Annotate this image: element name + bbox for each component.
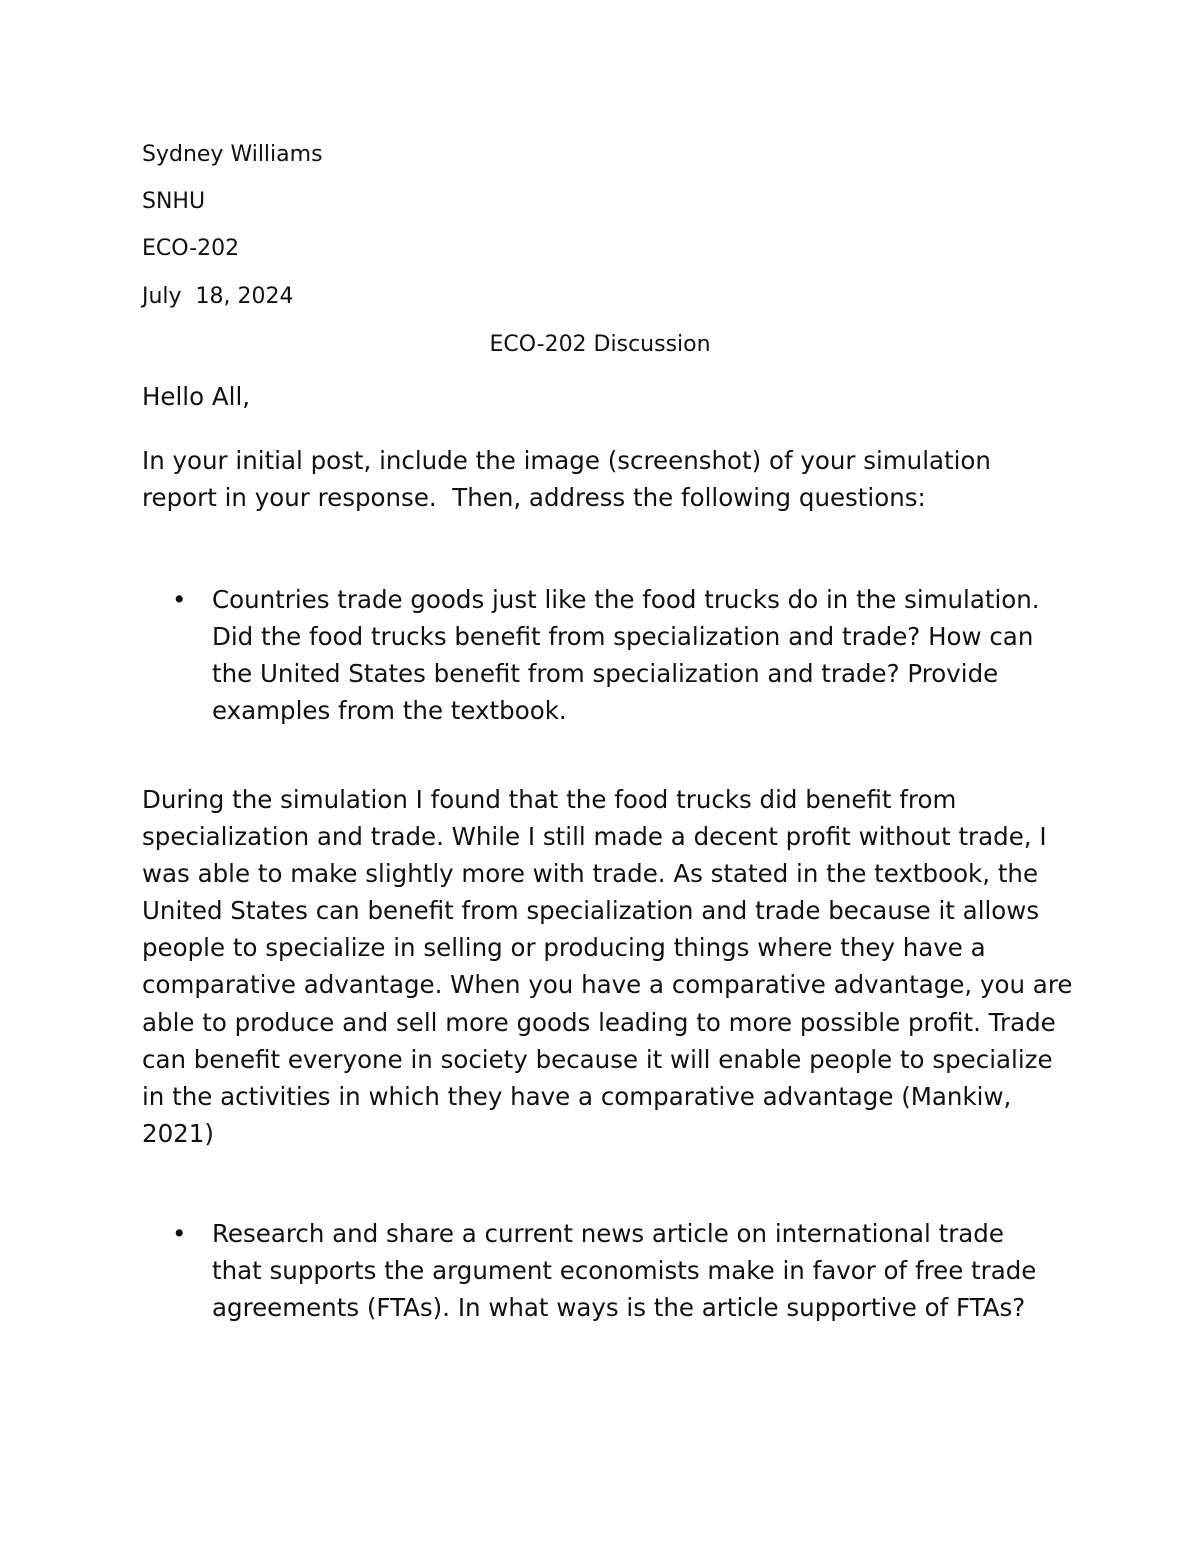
author-name: Sydney Williams <box>142 142 323 167</box>
school-name: SNHU <box>142 189 206 214</box>
question-text-1: Countries trade goods just like the food trucks do in the simulation. Did the food trucks benefit from specialization and trade? How can the United States benefit from specialization and trade? Provide examples from the textbook. <box>212 585 1040 726</box>
greeting: Hello All, <box>142 382 251 411</box>
question-text-2: Research and share a current news article on international trade that supports the argument economists make in favor of free trade agreements (FTAs). In what ways is the article supportive of FTAs? <box>212 1219 1037 1323</box>
answer-paragraph: During the simulation I found that the food trucks did benefit from specialization and trade. While I still made a decent profit without trade, I was able to make slightly more with trade. As stated in the textbook, the United States can benefit from specialization and trade because it allows people to specialize in selling or producing things where they have a comparative advantage. When you have a comparative advantage, you are able to produce and sell more goods leading to more possible profit. Trade can benefit everyone in society because it will enable people to specialize in the activities in which they have a comparative advantage (Mankiw, 2021) <box>142 785 1073 1148</box>
document-title: ECO-202 Discussion <box>489 332 711 357</box>
document-date: July 18, 2024 <box>142 284 294 309</box>
prompt-paragraph: In your initial post, include the image (screenshot) of your simulation report in your response. Then, address the following questions: <box>142 446 999 513</box>
course-code: ECO-202 <box>142 236 240 261</box>
bullet-icon: • <box>172 1219 187 1248</box>
bullet-icon: • <box>172 585 187 614</box>
